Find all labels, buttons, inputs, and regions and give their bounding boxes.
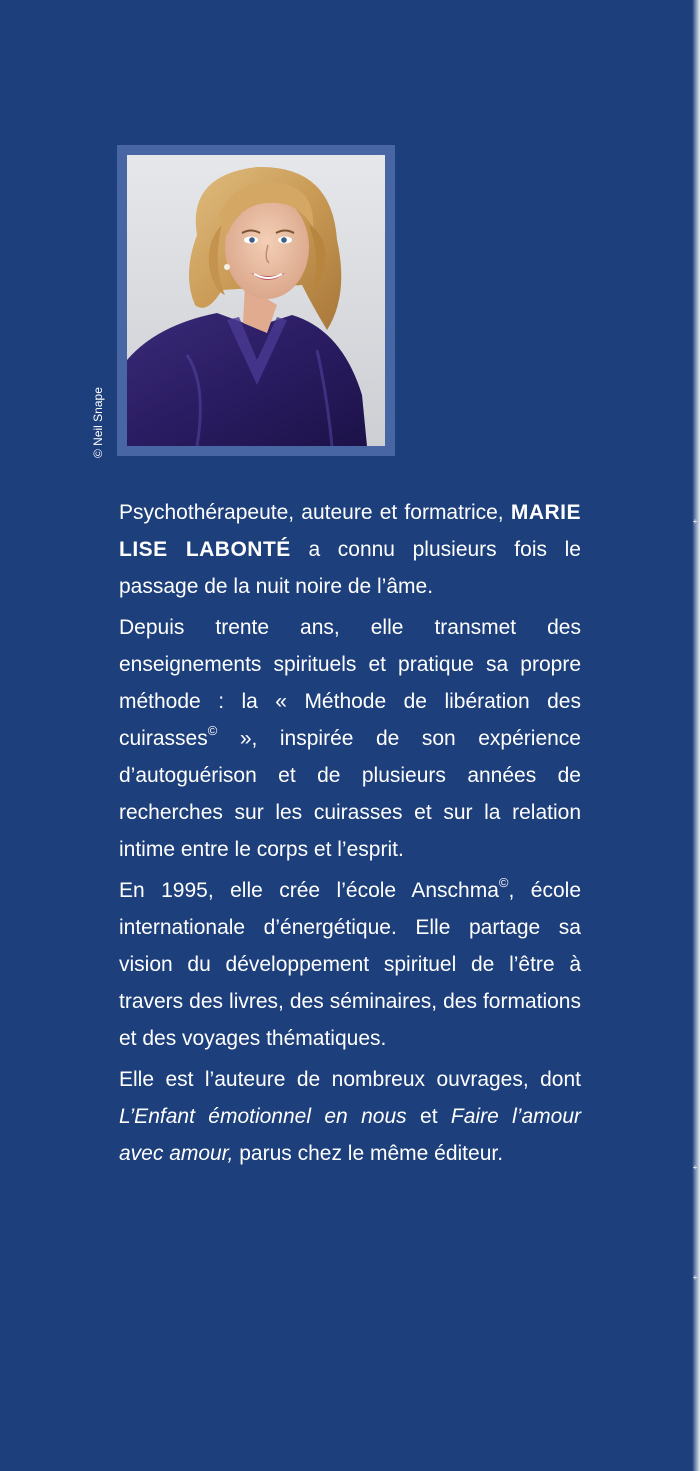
bio-paragraph-2 [119,609,581,868]
page-edge [692,0,700,1471]
crop-mark-icon: + [692,1273,698,1282]
author-photo-frame [117,145,395,456]
bio-school-rest: , école internationale d’énergétique. Elle partage sa vision du développement spirituel de l’être à travers des livres, des séminaires, des formations et des voyages thématiques. [119,879,581,1050]
author-name: MARIE LISE LABONTÉ [119,501,581,561]
bio-paragraph-3 [119,872,581,1057]
bio-paragraph-4 [119,1061,581,1172]
author-photo [127,155,385,446]
copyright-mark: © [498,875,509,890]
bio-paragraph-1 [119,494,581,605]
bio-method-rest: », inspirée de son expérience d’autoguérison et de plusieurs années de recherches sur les cuirasses et sur la relation intime entre le corps et l’esprit. [119,727,581,861]
bio-school-text: En 1995, elle crée l’école Anschma [119,879,499,902]
bio-books-and: et [406,1105,451,1128]
book-title: L’Enfant émotionnel en nous [119,1105,407,1128]
photo-credit: © Neil Snape [91,387,105,458]
bio-method-text: Depuis trente ans, elle transmet des enseignements spirituels et pratique sa propre méthode : la « Méthode de libération des cuirasses [119,616,581,750]
bio-intro-rest: a connu plusieurs fois le passage de la nuit noire de l’âme. [119,538,581,598]
bio-books-intro: Elle est l’auteure de nombreux ouvrages, dont [119,1068,581,1091]
author-portrait-image [127,155,385,446]
crop-mark-icon: + [692,517,698,526]
author-biography [119,494,581,1176]
book-title: Faire l’amour avec amour, [119,1105,581,1165]
bio-books-rest: parus chez le même éditeur. [233,1142,504,1165]
copyright-mark: © [207,723,218,738]
crop-mark-icon: + [692,1163,698,1172]
bio-intro: Psychothérapeute, auteure et formatrice, [119,501,504,524]
